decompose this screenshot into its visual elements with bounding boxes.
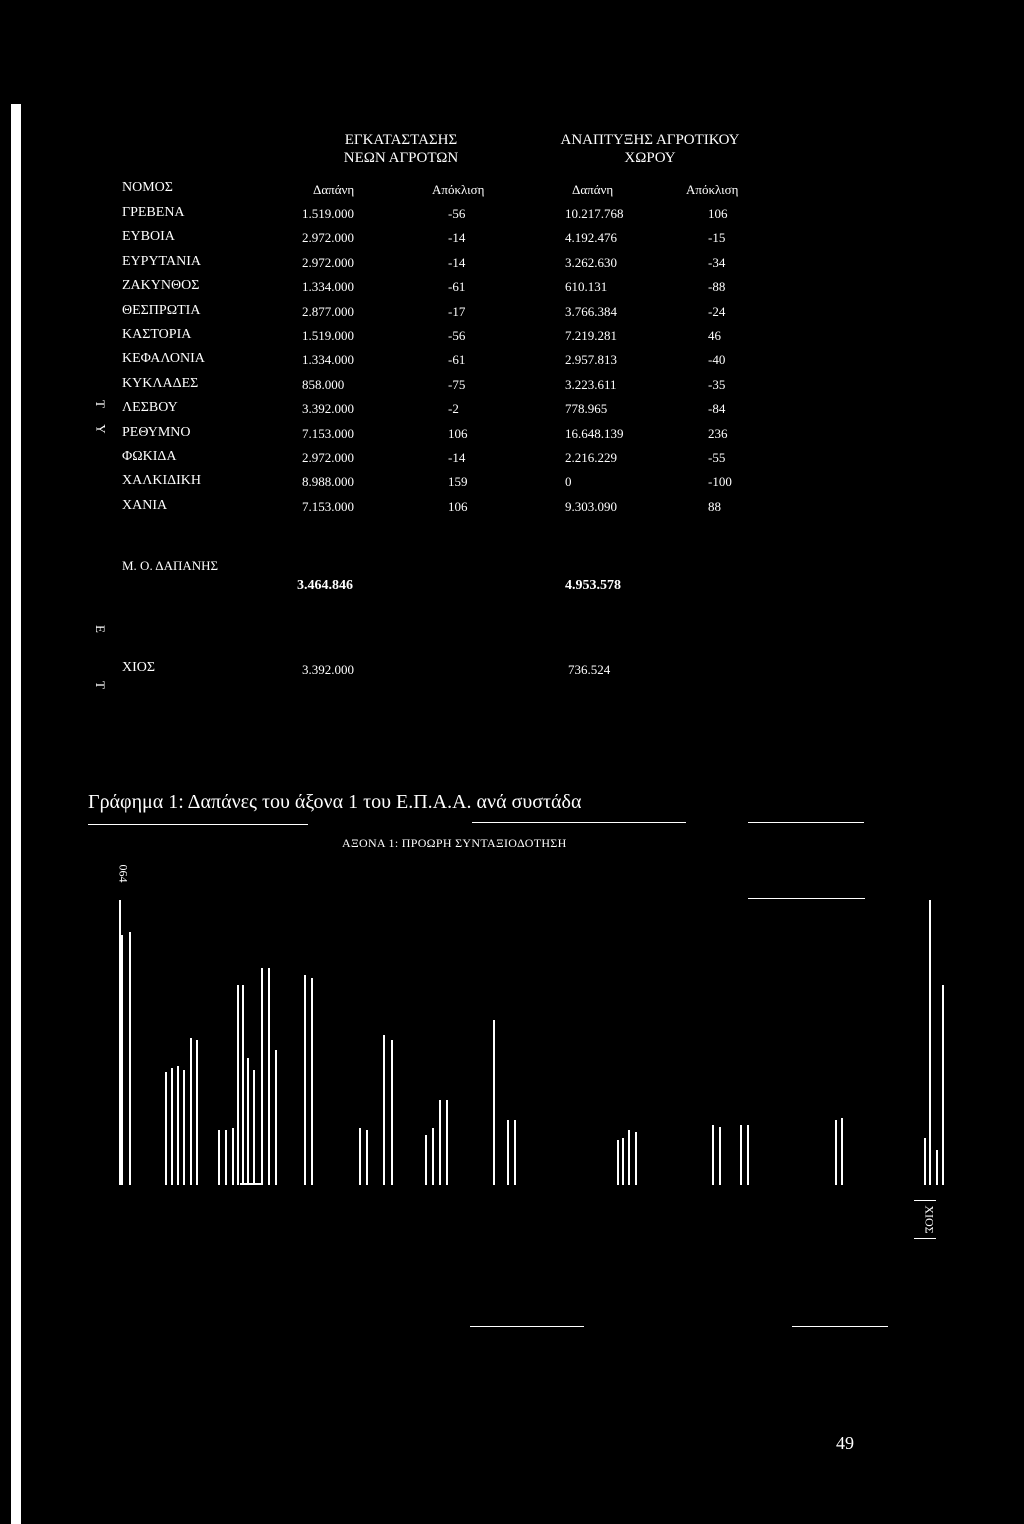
row-dapani-1: 2.877.000 [302,303,354,319]
row-apoklisi-2: -55 [708,450,726,465]
row-dapani-1: 2.972.000 [302,254,354,270]
row-apoklisi-2: 88 [708,498,721,514]
row-dapani-1: 1.334.000 [302,352,354,368]
page-number: 49 [836,1433,854,1453]
row-name: ΡΕΘΥΜΝΟ [122,424,191,440]
row-apoklisi-1: 106 [448,425,468,441]
row-dapani-1: 7.153.000 [302,425,354,441]
average-label: Μ. Ο. ΔΑΠΑΝΗΣ [122,558,219,573]
graph-rule-top-right [748,898,865,899]
row-name: ΘΕΣΠΡΩΤΙΑ [122,302,201,318]
row-name: ΕΥΒΟΙΑ [122,229,175,245]
row-name: ΕΥΡΥΤΑΝΙΑ [122,253,201,269]
row-apoklisi-1: -56 [448,328,466,343]
group-header-new-farmers-line2: ΝΕΩΝ ΑΓΡΟΤΩΝ [343,150,459,166]
row-dapani-2: 16.648.139 [565,425,624,441]
graph-rule-right-2 [914,1238,936,1239]
graph-rule-bottom-1 [470,1326,584,1327]
row-apoklisi-1: -17 [448,303,466,319]
row-apoklisi-1: -56 [448,206,466,221]
average-dapani-2: 4.953.578 [565,578,621,593]
column-header-apoklisi-1: Απόκλιση [432,182,485,197]
row-name: ΚΑΣΤΟΡΙΑ [122,327,192,342]
row-dapani-2: 10.217.768 [565,206,624,221]
chios-dapani-1: 3.392.000 [302,662,354,677]
row-apoklisi-1: -14 [448,254,466,270]
row-dapani-1: 7.153.000 [302,498,354,514]
side-letter-y: Υ [93,424,109,434]
row-apoklisi-2: -84 [708,401,726,417]
row-dapani-2: 0 [565,474,572,490]
row-dapani-1: 8.988.000 [302,474,354,490]
row-apoklisi-2: 236 [708,425,728,441]
row-name: ΧΑΝΙΑ [122,497,168,513]
row-dapani-2: 3.262.630 [565,254,617,270]
row-apoklisi-2: 46 [708,328,721,343]
row-dapani-2: 7.219.281 [565,328,617,343]
graph-title: Γράφημα 1: Δαπάνες του άξονα 1 του Ε.Π.Α.Α. ανά συστάδα [88,791,582,813]
graph-rule-bottom-2 [792,1326,888,1327]
row-apoklisi-2: -88 [708,279,726,295]
row-dapani-1: 1.519.000 [302,328,354,343]
row-dapani-1: 2.972.000 [302,230,354,246]
column-header-apoklisi-2: Απόκλιση [686,182,739,197]
row-dapani-1: 3.392.000 [302,401,354,417]
row-dapani-2: 9.303.090 [565,498,617,514]
chios-dapani-2: 736.524 [568,662,611,677]
row-apoklisi-1: 106 [448,498,468,514]
column-header-dapani-2: Δαπάνη [572,182,614,197]
row-dapani-2: 3.766.384 [565,303,617,319]
side-letter-t2: Τ [92,681,108,689]
group-header-rural-development-line1: ΑΝΑΠΤΥΞΗΣ ΑΓΡΟΤΙΚΟΥ [560,132,740,148]
row-name: ΚΥΚΛΑΔΕΣ [122,375,199,391]
row-apoklisi-2: -24 [708,303,726,319]
row-dapani-1: 858.000 [302,376,345,392]
row-apoklisi-2: -34 [708,254,726,270]
row-apoklisi-1: -61 [448,352,466,368]
row-name: ΓΡΕΒΕΝΑ [122,205,185,220]
chios-name: ΧΙΟΣ [122,660,156,675]
row-apoklisi-1: -14 [448,450,466,465]
side-letter-e: Ε [92,625,108,633]
row-dapani-2: 3.223.611 [565,376,617,392]
group-header-rural-development-line2: ΧΩΡΟΥ [624,150,676,166]
row-apoklisi-2: -35 [708,376,726,392]
column-header-nomos: ΝΟΜΟΣ [122,180,173,195]
graph-rule-right-1 [914,1200,936,1201]
row-dapani-1: 1.519.000 [302,206,354,221]
row-dapani-2: 610.131 [565,279,608,295]
row-dapani-2: 2.957.813 [565,352,617,368]
row-dapani-2: 778.965 [565,401,608,417]
row-dapani-1: 1.334.000 [302,279,354,295]
row-apoklisi-1: 159 [448,474,468,490]
column-header-dapani-1: Δαπάνη [313,182,355,197]
row-apoklisi-1: -75 [448,376,466,392]
graph-left-label: 064 [116,864,131,883]
row-dapani-2: 4.192.476 [565,230,617,246]
row-apoklisi-1: -61 [448,279,466,295]
graph-right-label: ΧΙΟΣ [922,1205,937,1234]
row-dapani-1: 2.972.000 [302,450,354,465]
row-apoklisi-1: -2 [448,401,459,417]
row-name: ΛΕΣΒΟΥ [122,400,178,416]
side-letter-t1: Τ [92,400,108,408]
row-apoklisi-2: -40 [708,352,726,368]
average-dapani-1: 3.464.846 [297,578,353,593]
row-name: ΖΑΚΥΝΘΟΣ [122,278,200,294]
group-header-new-farmers-line1: ΕΓΚΑΤΑΣΤΑΣΗΣ [344,132,458,148]
row-name: ΚΕΦΑΛΟΝΙΑ [122,351,205,367]
row-name: ΦΩΚΙΔΑ [122,449,177,464]
row-apoklisi-2: -15 [708,230,726,246]
row-apoklisi-2: 106 [708,206,728,221]
row-apoklisi-1: -14 [448,230,466,246]
graph-axis-title: ΑΞΟΝΑ 1: ΠΡΟΩΡΗ ΣΥΝΤΑΞΙΟΔΟΤΗΣΗ [342,836,567,850]
row-dapani-2: 2.216.229 [565,450,617,465]
row-apoklisi-2: -100 [708,474,732,490]
row-name: ΧΑΛΚΙΔΙΚΗ [122,473,202,489]
